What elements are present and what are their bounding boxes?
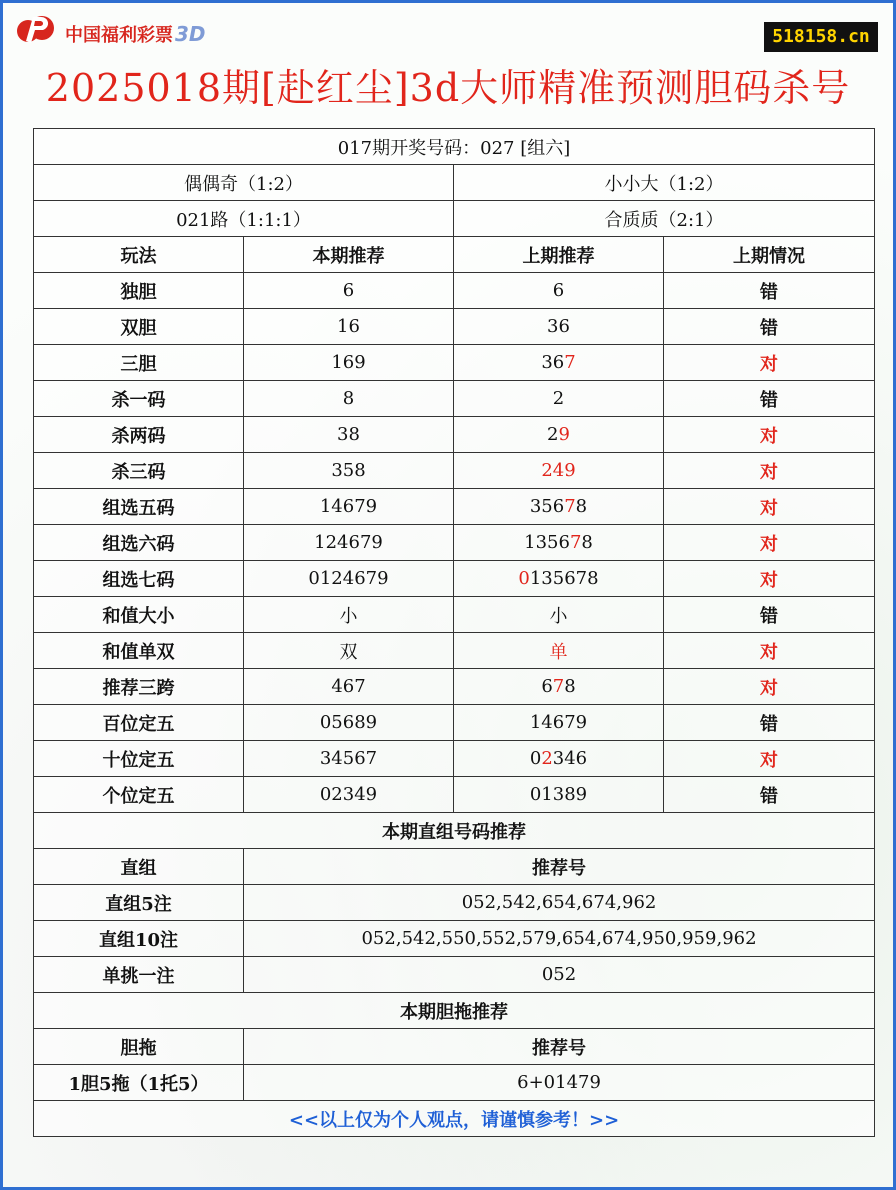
miss-digits: 8 <box>564 676 576 697</box>
miss-digits: 8 <box>587 568 599 589</box>
previous-pick <box>454 453 664 489</box>
previous-pick <box>454 597 664 633</box>
previous-pick <box>454 705 664 741</box>
miss-digits: 0 <box>529 748 542 769</box>
table-row <box>34 273 875 309</box>
logo-text: 中国福利彩票 3D <box>65 22 206 46</box>
table-row <box>34 705 875 741</box>
previous-pick <box>454 777 664 813</box>
play-name: 个位定五 <box>34 777 244 813</box>
pick-label: 1胆5拖（1托5） <box>34 1065 244 1101</box>
hit-digits: 单 <box>549 641 568 663</box>
previous-result: 对 <box>664 525 875 561</box>
previous-pick <box>454 381 664 417</box>
section-title: 本期直组号码推荐 <box>34 813 875 849</box>
previous-result: 错 <box>664 381 875 417</box>
section-col-label: 胆拖 <box>34 1029 244 1065</box>
section-title: 本期胆拖推荐 <box>34 993 875 1029</box>
miss-digits: 小 <box>549 605 568 627</box>
welfare-lottery-logo-icon <box>13 11 63 49</box>
play-name: 百位定五 <box>34 705 244 741</box>
play-name: 三胆 <box>34 345 244 381</box>
previous-pick <box>454 669 664 705</box>
miss-digits: 36 <box>547 316 570 337</box>
lottery-logo <box>13 11 213 49</box>
hit-digits: 0 <box>518 568 530 589</box>
table-row <box>34 309 875 345</box>
table-row <box>34 777 875 813</box>
previous-result: 对 <box>664 741 875 777</box>
previous-pick <box>454 525 664 561</box>
play-name: 组选七码 <box>34 561 244 597</box>
site-badge[interactable]: 518158.cn <box>764 22 878 52</box>
hit-digits: 7 <box>569 532 582 553</box>
hit-digits: 9 <box>558 424 570 445</box>
prediction-table <box>33 128 875 1137</box>
play-name: 组选六码 <box>34 525 244 561</box>
table-row <box>34 489 875 525</box>
previous-result: 对 <box>664 417 875 453</box>
header-previous: 上期推荐 <box>454 237 664 273</box>
current-pick: 02349 <box>244 777 454 813</box>
pick-label: 单挑一注 <box>34 957 244 993</box>
logo-3d-mark: 3D <box>175 22 206 46</box>
pattern-row-2 <box>34 201 875 237</box>
play-name: 杀三码 <box>34 453 244 489</box>
odd-even-pattern: 偶偶奇（1:2） <box>34 165 454 201</box>
header-play: 玩法 <box>34 237 244 273</box>
previous-pick <box>454 741 664 777</box>
previous-pick <box>454 417 664 453</box>
previous-result: 对 <box>664 489 875 525</box>
prime-pattern: 合质质（2:1） <box>454 201 875 237</box>
section-header-row <box>34 849 875 885</box>
header-current: 本期推荐 <box>244 237 454 273</box>
previous-result: 错 <box>664 597 875 633</box>
miss-digits: 6 <box>552 280 565 301</box>
pattern-row-1 <box>34 165 875 201</box>
previous-pick <box>454 489 664 525</box>
previous-pick <box>454 309 664 345</box>
pick-numbers: 052 <box>244 957 875 993</box>
current-pick: 467 <box>244 669 454 705</box>
table-row <box>34 381 875 417</box>
previous-result: 错 <box>664 273 875 309</box>
current-pick: 05689 <box>244 705 454 741</box>
table-row <box>34 885 875 921</box>
table-row <box>34 417 875 453</box>
current-pick: 16 <box>244 309 454 345</box>
table-row <box>34 597 875 633</box>
previous-result: 错 <box>664 705 875 741</box>
current-pick: 14679 <box>244 489 454 525</box>
previous-result: 错 <box>664 309 875 345</box>
previous-pick <box>454 273 664 309</box>
play-name: 杀一码 <box>34 381 244 417</box>
previous-result: 对 <box>664 453 875 489</box>
page-title: 2025018期[赴红尘]3d大师精准预测胆码杀号 <box>45 66 851 110</box>
section-title-row <box>34 993 875 1029</box>
table-row <box>34 741 875 777</box>
table-header-row <box>34 237 875 273</box>
miss-digits: 8 <box>581 532 593 553</box>
play-name: 十位定五 <box>34 741 244 777</box>
miss-digits: 2 <box>552 388 565 409</box>
route-pattern: 021路（1:1:1） <box>34 201 454 237</box>
table-row <box>34 957 875 993</box>
play-name: 杀两码 <box>34 417 244 453</box>
play-name: 和值单双 <box>34 633 244 669</box>
section-col-label: 直组 <box>34 849 244 885</box>
miss-digits: 36 <box>541 352 565 373</box>
draw-result: 017期开奖号码：027 [组六] <box>34 129 875 165</box>
previous-pick <box>454 561 664 597</box>
hit-digits: 7 <box>564 496 576 517</box>
play-name: 独胆 <box>34 273 244 309</box>
hit-digits: 7 <box>552 676 565 697</box>
table-row <box>34 921 875 957</box>
table-row <box>34 669 875 705</box>
size-pattern: 小小大（1:2） <box>454 165 875 201</box>
current-pick: 小 <box>244 597 454 633</box>
table-row <box>34 453 875 489</box>
hit-digits: 7 <box>564 352 576 373</box>
hit-digits: 249 <box>541 460 576 481</box>
previous-pick <box>454 633 664 669</box>
play-name: 推荐三跨 <box>34 669 244 705</box>
table-row <box>34 633 875 669</box>
table-row <box>34 1065 875 1101</box>
footer-row <box>34 1101 875 1137</box>
section-title-row <box>34 813 875 849</box>
play-name: 组选五码 <box>34 489 244 525</box>
previous-result: 对 <box>664 669 875 705</box>
previous-result: 对 <box>664 633 875 669</box>
previous-pick <box>454 345 664 381</box>
pick-label: 直组5注 <box>34 885 244 921</box>
previous-result: 对 <box>664 561 875 597</box>
pick-numbers: 052,542,550,552,579,654,674,950,959,962 <box>244 921 875 957</box>
header-result: 上期情况 <box>664 237 875 273</box>
current-pick: 0124679 <box>244 561 454 597</box>
section-col-value: 推荐号 <box>244 1029 875 1065</box>
current-pick: 358 <box>244 453 454 489</box>
play-name: 双胆 <box>34 309 244 345</box>
section-header-row <box>34 1029 875 1065</box>
current-pick: 8 <box>244 381 454 417</box>
miss-digits: 346 <box>552 748 588 769</box>
current-pick: 124679 <box>244 525 454 561</box>
current-pick: 34567 <box>244 741 454 777</box>
miss-digits: 1356 <box>524 532 570 553</box>
miss-digits: 356 <box>529 496 565 517</box>
miss-digits: 13567 <box>529 568 588 589</box>
pick-label: 直组10注 <box>34 921 244 957</box>
current-pick: 6 <box>244 273 454 309</box>
miss-digits: 14679 <box>529 712 588 733</box>
table-row <box>34 345 875 381</box>
miss-digits: 8 <box>575 496 588 517</box>
hit-digits: 2 <box>541 748 553 769</box>
previous-result: 错 <box>664 777 875 813</box>
current-pick: 169 <box>244 345 454 381</box>
section-col-value: 推荐号 <box>244 849 875 885</box>
pick-numbers: 052,542,654,674,962 <box>244 885 875 921</box>
disclaimer-link[interactable]: <<以上仅为个人观点，请谨慎参考！>> <box>34 1101 875 1137</box>
miss-digits: 2 <box>547 424 559 445</box>
previous-result: 对 <box>664 345 875 381</box>
current-pick: 38 <box>244 417 454 453</box>
miss-digits: 6 <box>541 676 553 697</box>
pick-numbers: 6+01479 <box>244 1065 875 1101</box>
table-row <box>34 561 875 597</box>
table-row <box>34 525 875 561</box>
miss-digits: 01389 <box>529 784 588 805</box>
draw-row <box>34 129 875 165</box>
play-name: 和值大小 <box>34 597 244 633</box>
current-pick: 双 <box>244 633 454 669</box>
